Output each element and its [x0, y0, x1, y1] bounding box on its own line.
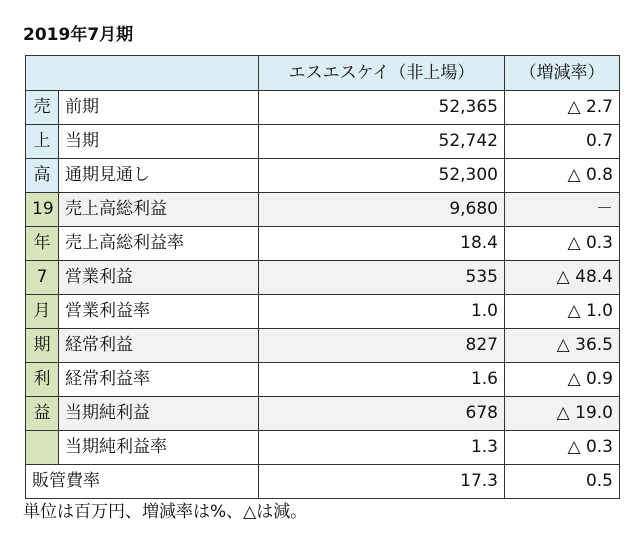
- row-item: 通期見通し: [59, 159, 259, 193]
- table-row: [26, 125, 620, 159]
- row-value: 827: [259, 329, 505, 363]
- group-label-char: 利: [26, 363, 59, 397]
- row-item: 経常利益: [59, 329, 259, 363]
- row-value: 1.6: [259, 363, 505, 397]
- table-row: [26, 295, 620, 329]
- table-row: [26, 261, 620, 295]
- row-value: 18.4: [259, 227, 505, 261]
- header-company: エスエスケイ（非上場）: [259, 56, 505, 91]
- row-value: 1.0: [259, 295, 505, 329]
- group-label-char: 19: [26, 193, 59, 227]
- row-item: 当期純利益率: [59, 431, 259, 465]
- row-value: 17.3: [259, 465, 505, 499]
- row-item: 当期純利益: [59, 397, 259, 431]
- row-value: 52,365: [259, 91, 505, 125]
- table-row: [26, 193, 620, 227]
- group-label-char: [26, 431, 59, 465]
- row-rate: △ 0.9: [505, 363, 620, 397]
- financial-table: [25, 55, 620, 499]
- group-label-char: 年: [26, 227, 59, 261]
- group-label-char: 上: [26, 125, 59, 159]
- row-item: 販管費率: [26, 465, 259, 499]
- row-item: 売上高総利益率: [59, 227, 259, 261]
- row-value: 52,300: [259, 159, 505, 193]
- group-label-char: 高: [26, 159, 59, 193]
- row-rate: △ 0.3: [505, 227, 620, 261]
- row-item: 経常利益率: [59, 363, 259, 397]
- row-rate: 0.5: [505, 465, 620, 499]
- group-label-char: 売: [26, 91, 59, 125]
- row-item: 当期: [59, 125, 259, 159]
- row-rate: △ 19.0: [505, 397, 620, 431]
- row-value: 9,680: [259, 193, 505, 227]
- group-label-char: 7: [26, 261, 59, 295]
- table-row-sga-ratio: [26, 465, 620, 499]
- row-item: 営業利益率: [59, 295, 259, 329]
- header-rate: （増減率）: [505, 56, 620, 91]
- row-rate: 0.7: [505, 125, 620, 159]
- header-blank-cell: [26, 56, 259, 91]
- row-rate: △ 36.5: [505, 329, 620, 363]
- row-rate: △ 0.8: [505, 159, 620, 193]
- row-rate: △ 48.4: [505, 261, 620, 295]
- row-item: 売上高総利益: [59, 193, 259, 227]
- row-value: 678: [259, 397, 505, 431]
- row-item: 営業利益: [59, 261, 259, 295]
- table-row: [26, 363, 620, 397]
- table-row: [26, 431, 620, 465]
- row-rate: △ 2.7: [505, 91, 620, 125]
- row-rate: △ 1.0: [505, 295, 620, 329]
- row-value: 52,742: [259, 125, 505, 159]
- table-row: [26, 329, 620, 363]
- table-row: [26, 159, 620, 193]
- table-row: [26, 397, 620, 431]
- group-label-char: 益: [26, 397, 59, 431]
- table-header-row: [26, 56, 620, 91]
- row-item: 前期: [59, 91, 259, 125]
- row-rate: －: [505, 193, 620, 227]
- page-title: 2019年7月期: [23, 25, 134, 45]
- group-label-char: 月: [26, 295, 59, 329]
- group-label-char: 期: [26, 329, 59, 363]
- row-value: 535: [259, 261, 505, 295]
- table-row: [26, 227, 620, 261]
- row-value: 1.3: [259, 431, 505, 465]
- row-rate: △ 0.3: [505, 431, 620, 465]
- table-row: [26, 91, 620, 125]
- footnote: 単位は百万円、増減率は%、△は減。: [23, 502, 308, 522]
